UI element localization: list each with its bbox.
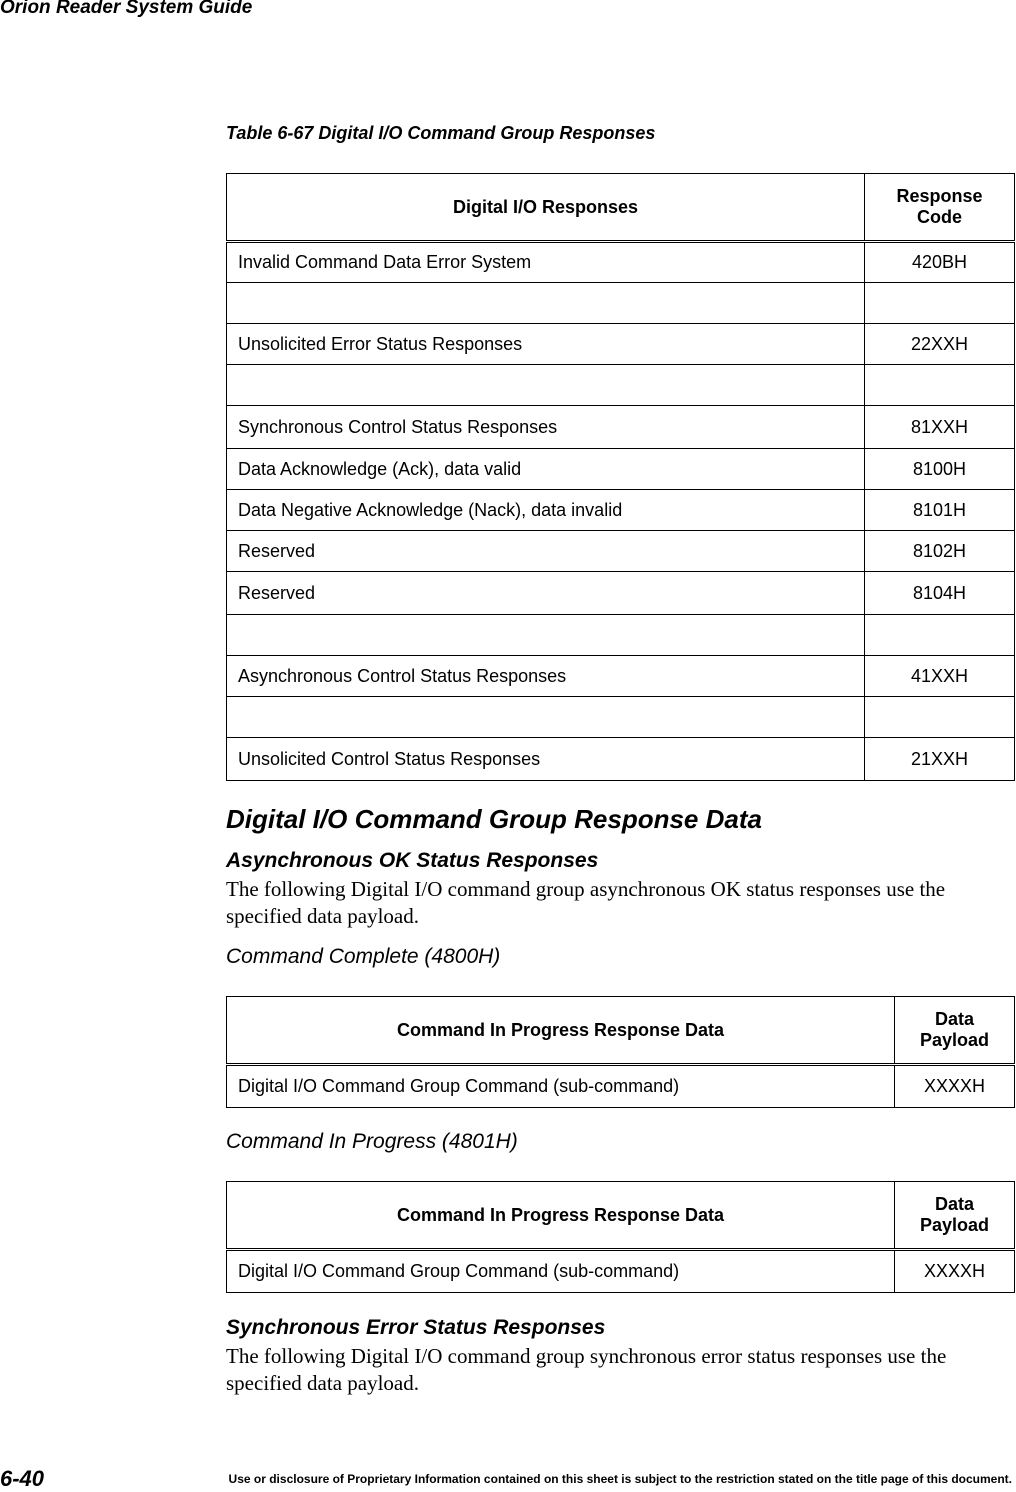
row-label: Reserved [227, 531, 865, 572]
row-label: Unsolicited Control Status Responses [227, 738, 865, 781]
section-heading: Digital I/O Command Group Response Data [226, 804, 762, 834]
row-code: 8102H [865, 531, 1015, 572]
row-label: Data Acknowledge (Ack), data valid [227, 449, 865, 490]
table-row [227, 365, 1015, 406]
proprietary-notice: Use or disclosure of Proprietary Information contained on this sheet is subject to the restriction stated on the title page of this document. [228, 1472, 1012, 1486]
command-complete-table [226, 996, 1015, 1108]
row-code: 41XXH [865, 656, 1015, 697]
row-code: 420BH [865, 242, 1015, 283]
table-row [227, 283, 1015, 324]
running-header: Orion Reader System Guide [0, 0, 253, 18]
responses-table [226, 173, 1015, 781]
table-row [227, 406, 1015, 449]
table-row [227, 242, 1015, 283]
row-label: Digital I/O Command Group Command (sub-command) [227, 1250, 895, 1293]
table-row [227, 572, 1015, 615]
row-label: Reserved [227, 572, 865, 615]
row-code: 8101H [865, 490, 1015, 531]
table-header-row [227, 1182, 1015, 1250]
column-header-response-code: Response Code [865, 174, 1015, 242]
row-label [227, 283, 865, 324]
row-label: Synchronous Control Status Responses [227, 406, 865, 449]
table-row [227, 449, 1015, 490]
row-code [865, 365, 1015, 406]
table-row [227, 615, 1015, 656]
table-header-row [227, 174, 1015, 242]
sync-error-paragraph: The following Digital I/O command group synchronous error status responses use the specified data payload. [226, 1344, 947, 1395]
row-label: Data Negative Acknowledge (Nack), data invalid [227, 490, 865, 531]
row-code: 81XXH [865, 406, 1015, 449]
table-row [227, 490, 1015, 531]
row-label: Invalid Command Data Error System [227, 242, 865, 283]
row-code [865, 697, 1015, 738]
table-row [227, 531, 1015, 572]
table-row [227, 697, 1015, 738]
async-ok-heading: Asynchronous OK Status Responses [226, 849, 599, 872]
row-code: 22XXH [865, 324, 1015, 365]
row-code: 21XXH [865, 738, 1015, 781]
command-in-progress-heading: Command In Progress (4801H) [226, 1130, 518, 1153]
table-row [227, 1065, 1015, 1108]
table-row [227, 324, 1015, 365]
column-header-data-payload: Data Payload [895, 997, 1015, 1065]
row-label: Digital I/O Command Group Command (sub-command) [227, 1065, 895, 1108]
command-in-progress-table [226, 1181, 1015, 1293]
sync-error-heading: Synchronous Error Status Responses [226, 1316, 606, 1339]
row-code: 8104H [865, 572, 1015, 615]
row-payload: XXXXH [895, 1065, 1015, 1108]
column-header-response-data: Command In Progress Response Data [227, 1182, 895, 1250]
table-row [227, 656, 1015, 697]
column-header-response-data: Command In Progress Response Data [227, 997, 895, 1065]
table-row [227, 738, 1015, 781]
row-label [227, 365, 865, 406]
row-label [227, 697, 865, 738]
row-code: 8100H [865, 449, 1015, 490]
row-code [865, 283, 1015, 324]
column-header-responses: Digital I/O Responses [227, 174, 865, 242]
page-number: 6-40 [0, 1466, 45, 1491]
row-label [227, 615, 865, 656]
table-header-row [227, 997, 1015, 1065]
async-ok-paragraph: The following Digital I/O command group asynchronous OK status responses use the specified data payload. [226, 877, 946, 928]
command-complete-heading: Command Complete (4800H) [226, 945, 501, 968]
row-label: Asynchronous Control Status Responses [227, 656, 865, 697]
table-caption: Table 6-67 Digital I/O Command Group Responses [226, 123, 656, 143]
table-row [227, 1250, 1015, 1293]
row-label: Unsolicited Error Status Responses [227, 324, 865, 365]
row-code [865, 615, 1015, 656]
row-payload: XXXXH [895, 1250, 1015, 1293]
column-header-data-payload: Data Payload [895, 1182, 1015, 1250]
